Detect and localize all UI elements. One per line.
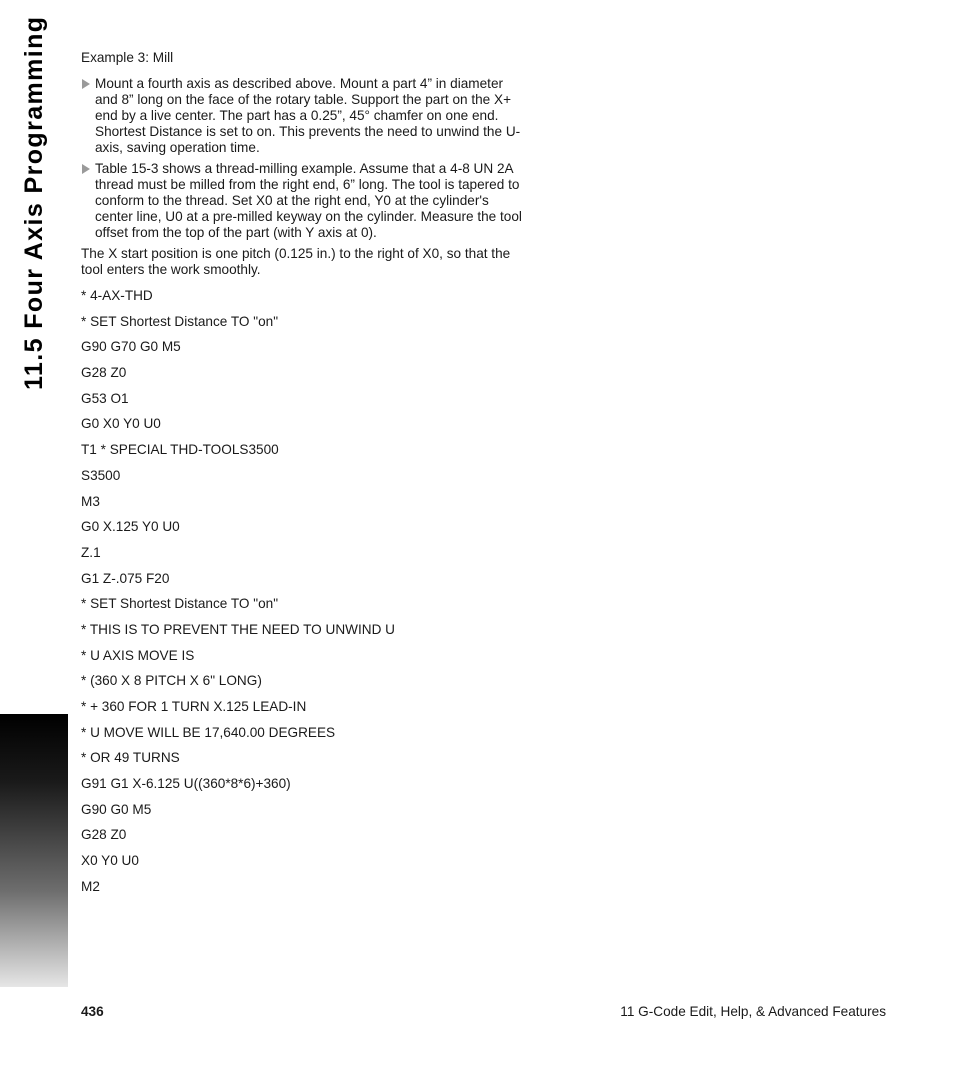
- code-line: G28 Z0: [81, 827, 127, 843]
- chapter-side-tab: [0, 714, 68, 987]
- code-line: * U AXIS MOVE IS: [81, 647, 195, 663]
- code-line: Z.1: [81, 544, 101, 560]
- code-line: G91 G1 X-6.125 U((360*8*6)+360): [81, 776, 291, 792]
- instruction-bullet: [81, 161, 526, 241]
- code-line: * + 360 FOR 1 TURN X.125 LEAD-IN: [81, 699, 307, 714]
- code-listing: [81, 288, 526, 905]
- page-number: 436: [81, 1004, 104, 1019]
- footer-chapter-title: 11 G-Code Edit, Help, & Advanced Features: [620, 1004, 886, 1019]
- bullet-text: Table 15-3 shows a thread-milling example. Assume that a 4-8 UN 2A thread must be milled from the right end, 6” long. The tool is tapered to conform to the thread. Set X0 at the right end, Y0 at the cylinder's center line, U0 at a pre-milled keyway on the cylinder. Measure the tool offset from the top of the part (with Y axis at 0).: [95, 161, 522, 240]
- triangle-bullet-icon: [82, 79, 90, 89]
- code-line: * THIS IS TO PREVENT THE NEED TO UNWIND U: [81, 621, 395, 637]
- example-title: Example 3: Mill: [81, 50, 174, 65]
- code-line: * (360 X 8 PITCH X 6" LONG): [81, 673, 262, 689]
- code-line: G0 X0 Y0 U0: [81, 416, 161, 432]
- code-line: * 4-AX-THD: [81, 288, 153, 303]
- code-line: G28 Z0: [81, 365, 127, 381]
- code-line: M3: [81, 493, 100, 509]
- code-line: G90 G0 M5: [81, 801, 152, 817]
- page-content: [81, 50, 526, 905]
- code-line: S3500: [81, 467, 121, 483]
- instruction-bullet: [81, 76, 526, 156]
- code-line: * SET Shortest Distance TO "on": [81, 596, 279, 612]
- code-line: G53 O1: [81, 390, 129, 406]
- code-line: M2: [81, 878, 100, 894]
- code-line: G1 Z-.075 F20: [81, 570, 170, 586]
- bullet-text: Mount a fourth axis as described above. Mount a part 4” in diameter and 8” long on the face of the rotary table. Support the part on the X+ end by a live center. The part has a 0.25”, 45° chamfer on one end. Shortest Distance is set to on. This prevents the need to unwind the U-axis, saving operation time.: [95, 76, 521, 155]
- code-line: * SET Shortest Distance TO "on": [81, 313, 279, 329]
- code-line: * OR 49 TURNS: [81, 750, 180, 766]
- code-line: G90 G70 G0 M5: [81, 339, 181, 355]
- code-line: X0 Y0 U0: [81, 853, 139, 869]
- code-line: G0 X.125 Y0 U0: [81, 519, 180, 535]
- section-side-title: 11.5 Four Axis Programming: [20, 15, 48, 390]
- code-line: T1 * SPECIAL THD-TOOLS3500: [81, 442, 279, 458]
- body-paragraph: The X start position is one pitch (0.125 in.) to the right of X0, so that the tool enters the work smoothly.: [81, 246, 511, 277]
- code-line: * U MOVE WILL BE 17,640.00 DEGREES: [81, 724, 336, 740]
- triangle-bullet-icon: [82, 164, 90, 174]
